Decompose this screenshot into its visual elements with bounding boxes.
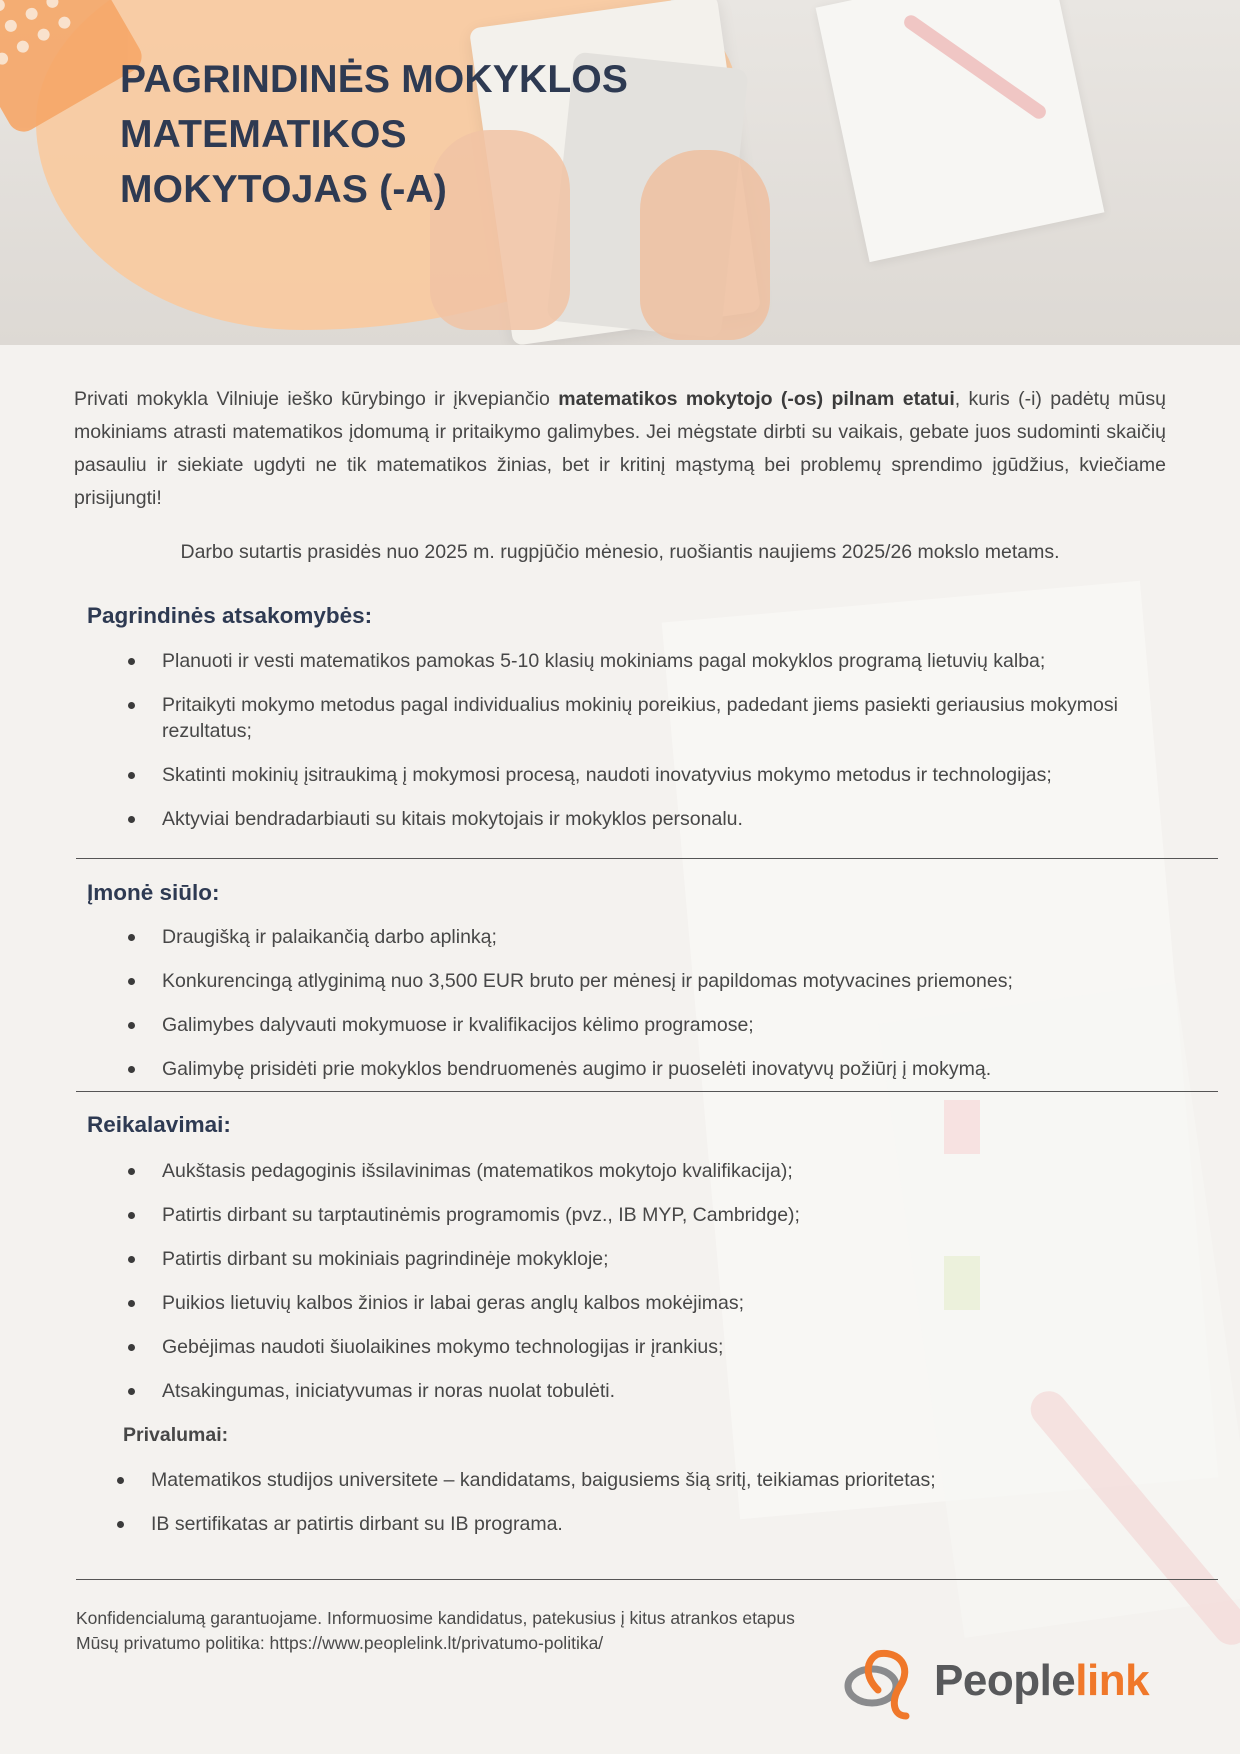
logo-word-link: link <box>1075 1656 1150 1705</box>
logo-mark-icon <box>838 1646 930 1722</box>
responsibilities-heading: Pagrindinės atsakomybės: <box>87 603 373 628</box>
list-item: Konkurencingą atlyginimą nuo 3,500 EUR bruto per mėnesį ir papildomas motyvacines priemones; <box>162 968 1212 1012</box>
advantages-heading: Privalumai: <box>123 1424 229 1446</box>
divider <box>76 1091 1218 1092</box>
advantages-list <box>151 1467 1211 1555</box>
list-item: Matematikos studijos universitete – kandidatams, baigusiems šią sritį, teikiamas prioritetas; <box>151 1467 1211 1511</box>
list-item: Gebėjimas naudoti šiuolaikines mokymo technologijas ir įrankius; <box>162 1334 1212 1378</box>
list-item: Pritaikyti mokymo metodus pagal individualius mokinių poreikius, padedant jiems pasiekti geriausius mokymosi rezultatus; <box>162 692 1212 762</box>
list-item: Draugišką ir palaikančią darbo aplinką; <box>162 924 1212 968</box>
list-item: Patirtis dirbant su tarptautinėmis programomis (pvz., IB MYP, Cambridge); <box>162 1202 1212 1246</box>
offer-heading: Įmonė siūlo: <box>87 880 220 905</box>
intro-text: , kuris (-i) padėtų mūsų mokiniams atrasti matematikos įdomumą ir pritaikymo galimybes. Jei mėgstate dirbti su vaikais, gebate juos sudominti skaičių pasauliu ir siekiate ugdyti ne tik matematikos žinias, bet ir kritinį mąstymą bei problemų sprendimo įgūdžius, kviečiame prisijungti! <box>74 388 1166 509</box>
confidentiality-note: Konfidencialumą garantuojame. Informuosime kandidatus, patekusius į kitus atrankos etapus <box>76 1608 795 1628</box>
offer-list <box>162 924 1212 1100</box>
privacy-policy-link[interactable]: Mūsų privatumo politika: https://www.peoplelink.lt/privatumo-politika/ <box>76 1633 604 1653</box>
title-line: MATEMATIKOS <box>120 113 407 156</box>
logo-wordmark <box>934 1656 1149 1706</box>
start-date-note: Darbo sutartis prasidės nuo 2025 m. rugpjūčio mėnesio, ruošiantis naujiems 2025/26 mokslo metams. <box>180 541 1060 563</box>
list-item: Aukštasis pedagoginis išsilavinimas (matematikos mokytojo kvalifikacija); <box>162 1158 1212 1202</box>
requirements-list <box>162 1158 1212 1422</box>
list-item: Atsakingumas, iniciatyvumas ir noras nuolat tobulėti. <box>162 1378 1212 1422</box>
divider <box>76 858 1218 859</box>
list-item: Planuoti ir vesti matematikos pamokas 5-10 klasių mokiniams pagal mokyklos programą lietuvių kalba; <box>162 648 1212 692</box>
list-item: Puikios lietuvių kalbos žinios ir labai geras anglų kalbos mokėjimas; <box>162 1290 1212 1334</box>
intro-highlight: matematikos mokytojo (-os) pilnam etatui <box>558 388 955 410</box>
list-item: Galimybes dalyvauti mokymuose ir kvalifikacijos kėlimo programose; <box>162 1012 1212 1056</box>
logo-word-people: People <box>934 1656 1076 1705</box>
title-line: MOKYTOJAS (-A) <box>120 168 448 211</box>
intro-paragraph <box>74 383 1166 515</box>
list-item: Patirtis dirbant su mokiniais pagrindinėje mokykloje; <box>162 1246 1212 1290</box>
list-item: Skatinti mokinių įsitraukimą į mokymosi procesą, naudoti inovatyvius mokymo metodus ir technologijas; <box>162 762 1212 806</box>
responsibilities-list <box>162 648 1212 850</box>
list-item: Galimybę prisidėti prie mokyklos bendruomenės augimo ir puoselėti inovatyvų požiūrį į mokymą. <box>162 1056 1212 1100</box>
divider <box>76 1579 1218 1580</box>
requirements-heading: Reikalavimai: <box>87 1112 231 1137</box>
peoplelink-logo <box>838 1646 1148 1722</box>
list-item: IB sertifikatas ar patirtis dirbant su IB programa. <box>151 1511 1211 1555</box>
list-item: Aktyviai bendradarbiauti su kitais mokytojais ir mokyklos personalu. <box>162 806 1212 850</box>
footer-note <box>76 1606 795 1656</box>
intro-text: Privati mokykla Vilniuje ieško kūrybingo ir įkvepiančio <box>74 388 559 410</box>
title-line: PAGRINDINĖS MOKYKLOS <box>120 58 629 101</box>
